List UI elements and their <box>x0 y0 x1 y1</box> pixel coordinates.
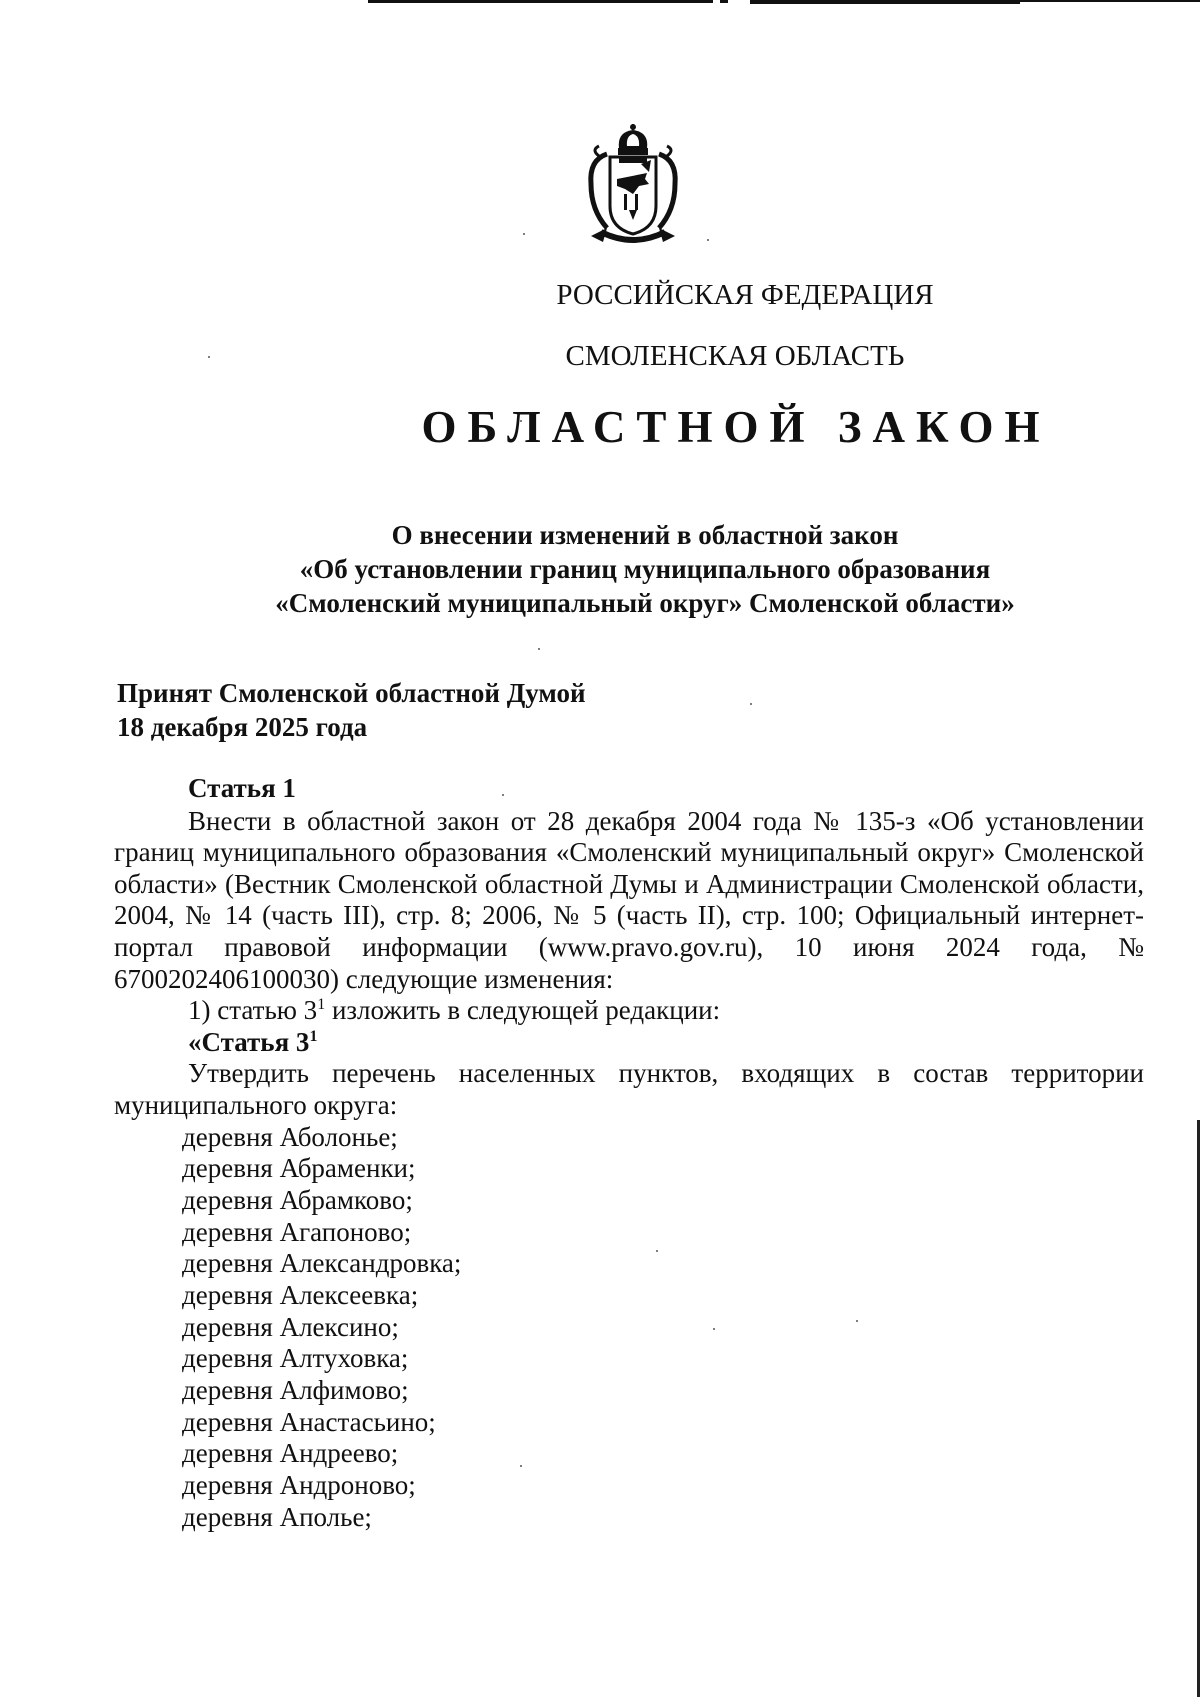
article-paragraph: Внести в областной закон от 28 декабря 2004 года № 135-з «Об установлении границ муниципального образования «Смоленский муниципальный округ» Смоленской области» (Вестник Смоленской областной Думы и Администрации Смоленской области, 2004, № 14 (часть III), стр. 8; 2006, № 5 (часть II), стр. 100; Официальный интернет-портал правовой информации (www.pravo.gov.ru), 10 июня 2024 года, № 6700202406100030) следующие изменения: <box>114 805 1144 994</box>
village-list-item: деревня Андреево; <box>182 1438 399 1469</box>
village-list-item: деревня Алексино; <box>182 1311 399 1342</box>
village-list-item: деревня Абраменки; <box>182 1153 416 1184</box>
scan-edge-artifact <box>368 0 713 3</box>
law-title <box>0 518 1200 620</box>
scan-speck <box>523 233 525 235</box>
village-list-item: деревня Алтуховка; <box>182 1343 409 1374</box>
header-country: РОССИЙСКАЯ ФЕДЕРАЦИЯ <box>556 279 934 311</box>
village-list-item: деревня Агапоново; <box>182 1216 412 1247</box>
village-list-item: деревня Александровка; <box>182 1248 462 1279</box>
village-list-item: деревня Аполье; <box>182 1501 372 1532</box>
scan-edge-artifact <box>720 0 728 3</box>
amendment-item-suffix: изложить в следующей редакции: <box>325 995 721 1026</box>
law-title-line: О внесении изменений в областной закон <box>391 520 899 550</box>
village-list-item: деревня Алфимово; <box>182 1375 409 1406</box>
village-list-item: деревня Андроново; <box>182 1470 416 1501</box>
scan-speck <box>538 648 540 650</box>
header-region: СМОЛЕНСКАЯ ОБЛАСТЬ <box>565 340 905 372</box>
article-heading: Статья 1 <box>188 773 296 803</box>
scan-edge-artifact <box>1020 0 1200 2</box>
superscript: 1 <box>309 1027 318 1045</box>
quoted-article-heading <box>114 1027 1144 1059</box>
amendment-item-prefix: 1) статью 3 <box>188 995 318 1026</box>
shield-icon <box>610 157 656 234</box>
adoption-date: 18 декабря 2025 года <box>117 712 368 742</box>
law-title-line: «Смоленский муниципальный округ» Смоленской области» <box>275 588 1015 618</box>
law-title-line: «Об установлении границ муниципального образования <box>299 554 991 584</box>
scan-speck <box>707 239 709 241</box>
villages-list <box>114 1122 1144 1534</box>
crown-icon <box>618 124 648 155</box>
superscript: 1 <box>317 996 326 1014</box>
village-list-item: деревня Абрамково; <box>182 1184 413 1215</box>
quoted-article-heading-text: «Статья 3 <box>188 1026 310 1057</box>
coat-of-arms-emblem <box>577 124 689 252</box>
scan-speck <box>750 703 752 705</box>
village-list-item: деревня Алексеевка; <box>182 1279 419 1310</box>
article-1 <box>114 773 1144 1533</box>
amendment-item <box>114 995 1144 1027</box>
list-intro-paragraph: Утвердить перечень населенных пунктов, входящих в состав территории муниципального округа: <box>114 1058 1144 1120</box>
document-type-heading: ОБЛАСТНОЙ ЗАКОН <box>421 402 1051 452</box>
adoption-body: Принят Смоленской областной Думой <box>117 678 586 708</box>
adoption-block <box>117 676 586 744</box>
scan-edge-artifact <box>750 0 1020 4</box>
village-list-item: деревня Анастасьино; <box>182 1406 436 1437</box>
village-list-item: деревня Аболонье; <box>182 1121 398 1152</box>
